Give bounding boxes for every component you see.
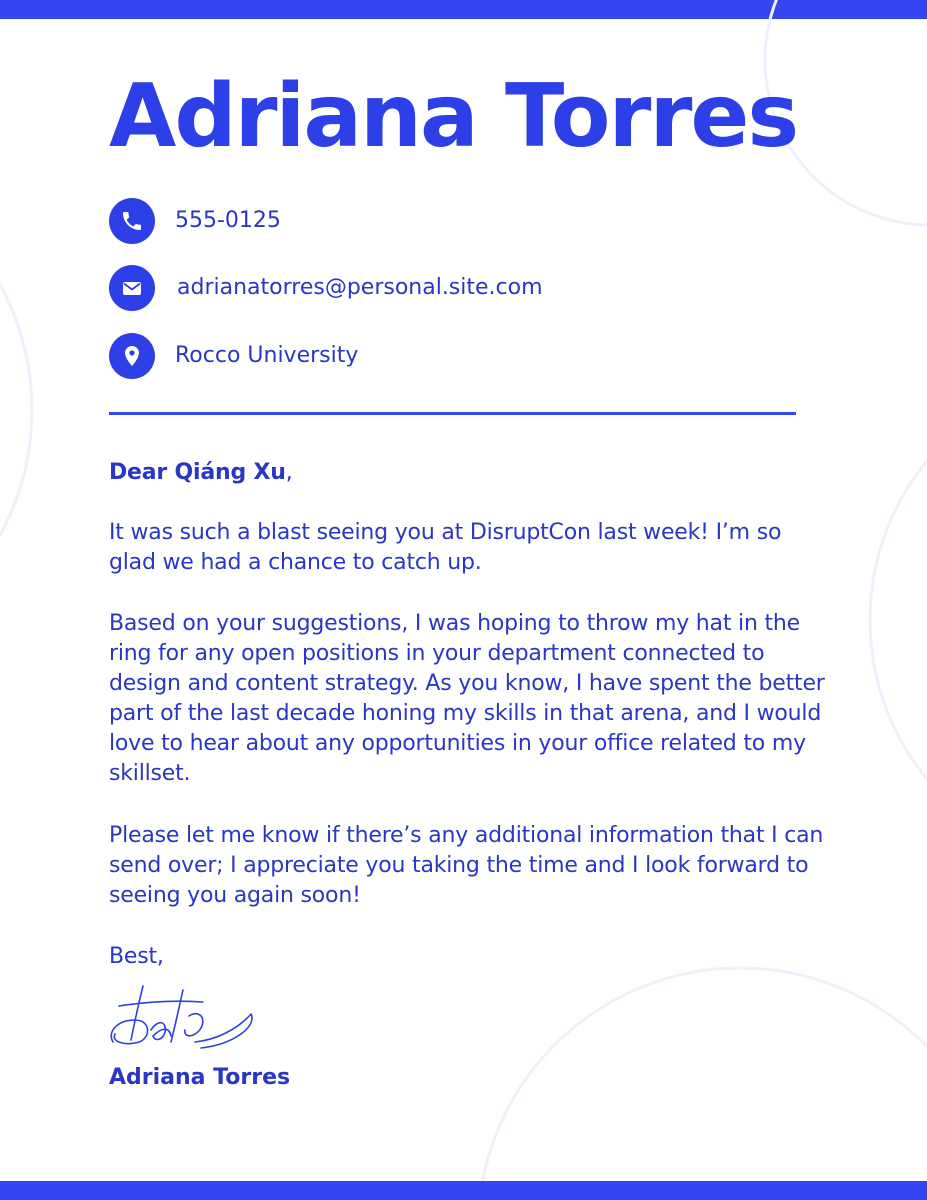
contact-phone [109, 198, 281, 244]
bottom-accent-bar [0, 1181, 927, 1200]
contact-location [109, 333, 358, 379]
signature-icon [105, 980, 257, 1052]
contact-email [109, 265, 543, 311]
email-address[interactable]: adrianatorres@personal.site.com [177, 275, 543, 300]
signer-name: Adriana Torres [109, 1065, 291, 1090]
letter-paragraph: It was such a blast seeing you at DisruptCon last week! I’m so glad we had a chance to catch up. [109, 520, 782, 575]
top-accent-bar [0, 0, 927, 19]
recipient-name: Qiáng Xu [174, 460, 286, 485]
closing: Best, [109, 944, 164, 969]
salutation-comma: , [285, 460, 293, 485]
salutation-prefix: Dear [109, 460, 175, 485]
location-text: Rocco University [175, 343, 359, 368]
letter-paragraph: Please let me know if there’s any additional information that I can send over; I appreciate you taking the time and I look forward to seeing you again soon! [109, 823, 824, 908]
salutation [109, 458, 829, 488]
phone-number: 555-0125 [175, 208, 281, 233]
map-pin-icon [109, 333, 155, 379]
section-divider [109, 412, 796, 415]
applicant-name: Adriana Torres [109, 65, 798, 167]
envelope-icon [109, 265, 155, 311]
letter-paragraph: Based on your suggestions, I was hoping to throw my hat in the ring for any open positions in your department connected to design and content strategy. As you know, I have spent the better part of the last decade honing my skills in that arena, and I would love to hear about any opportunities in your office related to my skillset. [109, 611, 825, 786]
phone-icon [109, 198, 155, 244]
